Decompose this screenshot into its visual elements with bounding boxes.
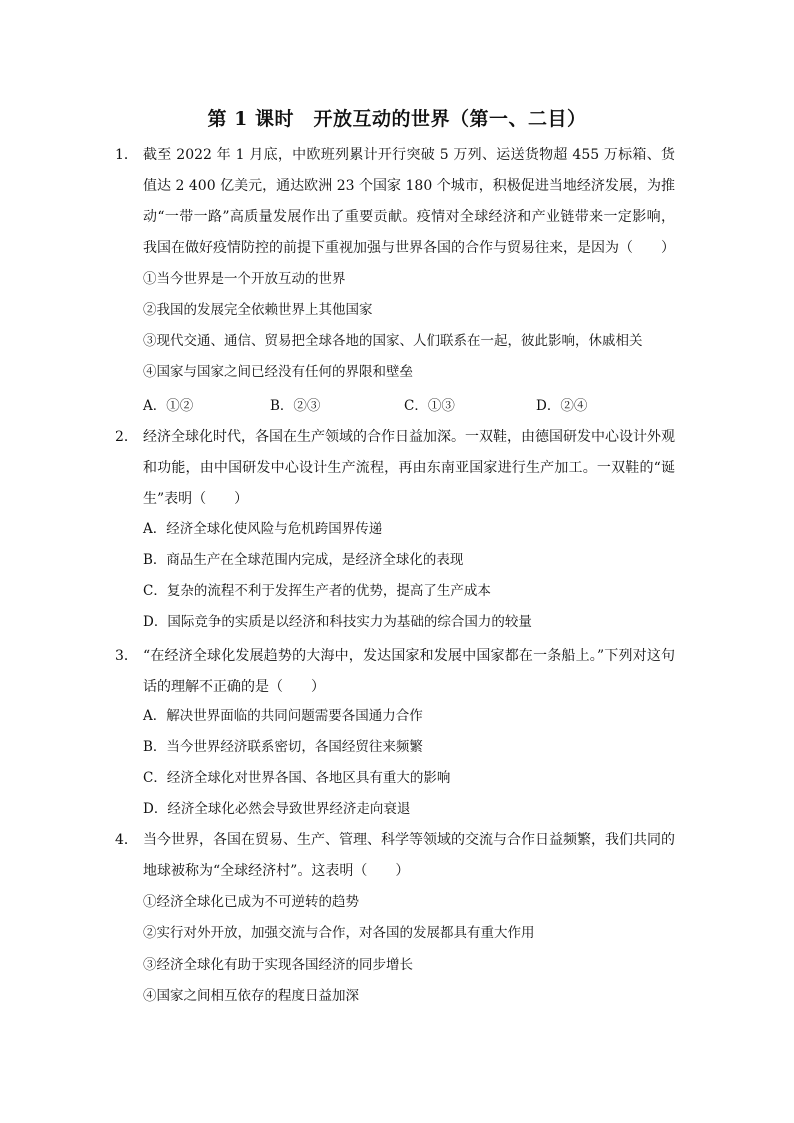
statement-item: ③现代交通、通信、贸易把全球各地的国家、人们联系在一起，彼此影响，休戚相关 — [143, 333, 643, 349]
choice-c[interactable]: C．①③ — [404, 398, 455, 414]
question-stem: 当今世界，各国在贸易、生产、管理、科学等领域的交流与合作日益频繁，我们共同的地球被称为“全球经济村”。这表明（ ） — [143, 832, 675, 879]
question-number: 1． — [115, 147, 138, 163]
question-2 — [115, 422, 675, 515]
option-b[interactable]: B．商品生产在全球范围内完成，是经济全球化的表现 — [143, 552, 464, 568]
statement-item: ④国家与国家之间已经没有任何的界限和壁垒 — [143, 364, 413, 380]
question-number: 2． — [115, 429, 138, 445]
question-stem: 截至 2022 年 1 月底，中欧班列累计开行突破 5 万列、运送货物超 455 万标箱、货值达 2 400 亿美元，通达欧洲 23 个国家 180 个城市，积极促进当地经济发展，为推动“一带一路”高质量发展作出了重要贡献。疫情对全球经济和产业链带来一定影响，我国在做好疫情防控的前提下重视加强与世界各国的合作与贸易往来，是因为（ ） — [143, 147, 675, 256]
statement-item: ②实行对外开放，加强交流与合作，对各国的发展都具有重大作用 — [143, 925, 535, 941]
question-4 — [115, 825, 675, 887]
option-c[interactable]: C．经济全球化对世界各国、各地区具有重大的影响 — [143, 770, 451, 786]
statement-item: ④国家之间相互依存的程度日益加深 — [143, 988, 359, 1004]
option-b[interactable]: B．当今世界经济联系密切，各国经贸往来频繁 — [143, 739, 423, 755]
question-1 — [115, 140, 675, 264]
question-stem: 经济全球化时代，各国在生产领域的合作日益加深。一双鞋，由德国研发中心设计外观和功能，由中国研发中心设计生产流程，再由东南亚国家进行生产加工。一双鞋的“诞生”表明（ ） — [143, 429, 675, 507]
question-number: 3． — [115, 648, 138, 664]
question-3 — [115, 641, 675, 703]
choice-b[interactable]: B．②③ — [270, 398, 321, 414]
option-d[interactable]: D．经济全球化必然会导致世界经济走向衰退 — [143, 801, 411, 817]
statement-item: ③经济全球化有助于实现各国经济的同步增长 — [143, 957, 413, 973]
option-c[interactable]: C．复杂的流程不利于发挥生产者的优势，提高了生产成本 — [143, 583, 491, 599]
option-a[interactable]: A．经济全球化使风险与危机跨国界传递 — [143, 521, 383, 537]
statement-item: ②我国的发展完全依赖世界上其他国家 — [143, 302, 373, 318]
choice-row — [143, 394, 663, 414]
option-d[interactable]: D．国际竞争的实质是以经济和科技实力为基础的综合国力的较量 — [143, 614, 532, 630]
lesson-title: 第 1 课时 开放互动的世界（第一、二目） — [207, 108, 587, 130]
statement-item: ①经济全球化已成为不可逆转的趋势 — [143, 894, 359, 910]
choice-a[interactable]: A．①② — [143, 398, 194, 414]
choice-d[interactable]: D．②④ — [536, 398, 588, 414]
question-stem: “在经济全球化发展趋势的大海中，发达国家和发展中国家都在一条船上。”下列对这句话的理解不正确的是（ ） — [143, 648, 675, 695]
option-a[interactable]: A．解决世界面临的共同问题需要各国通力合作 — [143, 708, 423, 724]
statement-item: ①当今世界是一个开放互动的世界 — [143, 271, 346, 287]
question-number: 4． — [115, 832, 138, 848]
